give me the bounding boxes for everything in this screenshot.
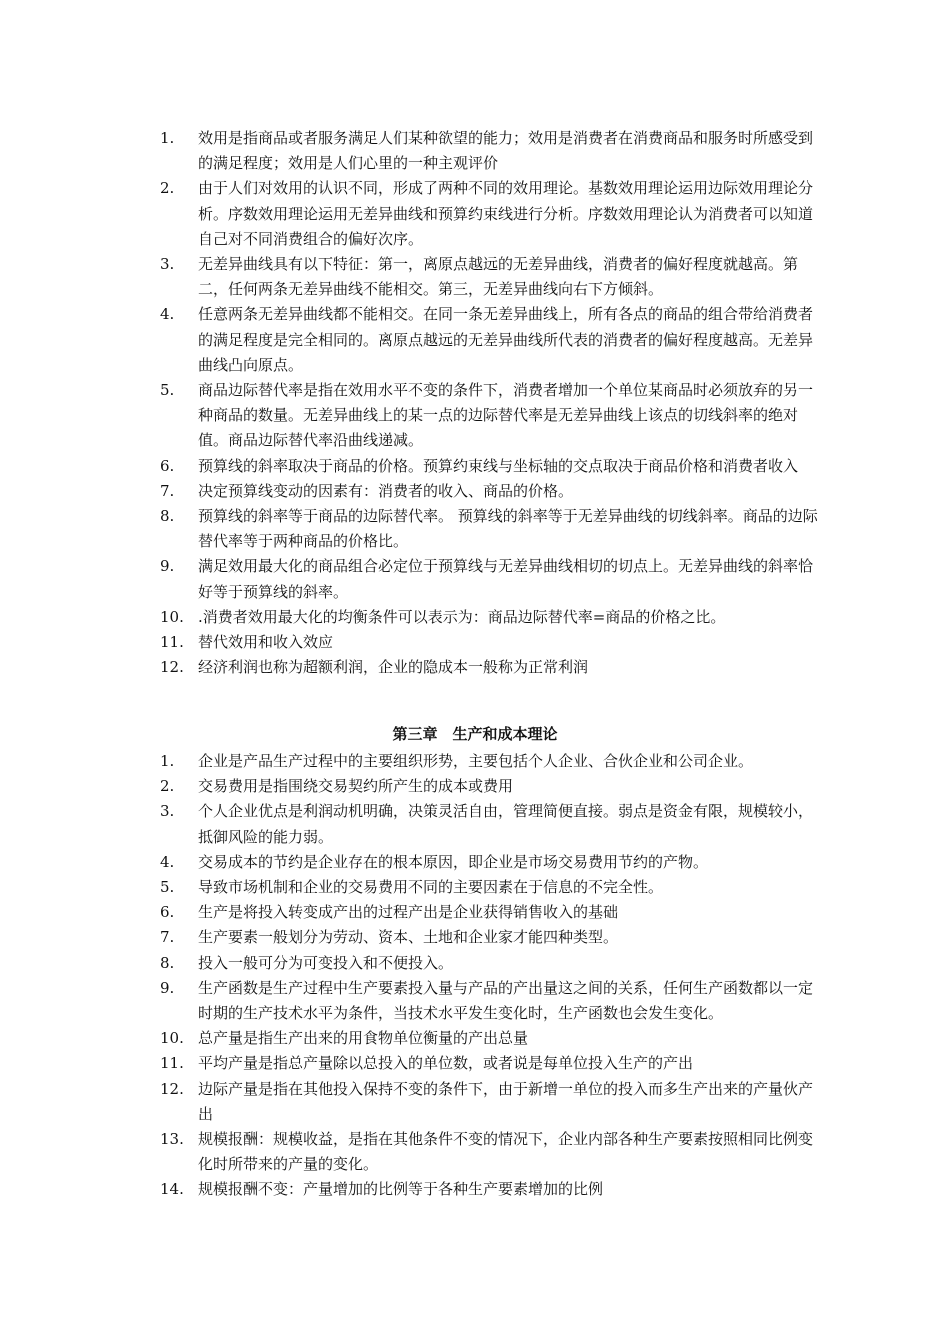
item-text: 生产是将投入转变成产出的过程产出是企业获得销售收入的基础 [198, 903, 619, 922]
item-text: 满足效用最大化的商品组合必定位于预算线与无差异曲线相切的切点上。无差异曲线的斜率恰好等于预算线的斜率。 [198, 557, 814, 601]
item-number: 10. [160, 607, 184, 626]
item-text: 无差异曲线具有以下特征：第一，离原点越远的无差异曲线，消费者的偏好程度就越高。第二，任何两条无差异曲线不能相交。第三，无差异曲线向右下方倾斜。 [198, 255, 799, 299]
item-text: 生产函数是生产过程中生产要素投入量与产品的产出量这之间的关系，任何生产函数都以一定时期的生产技术水平为条件，当技术水平发生变化时，生产函数也会发生变化。 [198, 978, 814, 1023]
list-item [0, 925, 820, 950]
item-number: 11. [160, 1054, 184, 1073]
list-item [0, 1127, 820, 1177]
item-text: 生产要素一般划分为劳动、资本、土地和企业家才能四种类型。 [198, 928, 619, 947]
item-number: 4. [160, 305, 175, 324]
list-item [0, 749, 820, 774]
list-item [0, 302, 820, 378]
list-item [0, 479, 820, 504]
list-item [0, 630, 820, 655]
chapter-heading: 第三章 生产和成本理论 [392, 725, 558, 743]
item-text: 总产量是指生产出来的用食物单位衡量的产出总量 [198, 1029, 529, 1048]
list-item [0, 774, 820, 799]
item-number: 11. [160, 633, 184, 652]
item-number: 12. [160, 1079, 184, 1098]
item-number: 3. [160, 802, 175, 821]
list-item [0, 605, 820, 630]
item-number: 8. [160, 953, 175, 972]
item-number: 14. [160, 1180, 184, 1199]
item-number: 1. [160, 752, 175, 770]
list-item [0, 799, 820, 849]
item-number: 12. [160, 658, 184, 677]
item-number: 8. [160, 507, 175, 526]
item-text: 替代效用和收入效应 [198, 633, 334, 652]
item-text: 预算线的斜率等于商品的边际替代率。 预算线的斜率等于无差异曲线的切线斜率。商品的边际替代率等于两种商品的价格比。 [198, 507, 818, 551]
list-item [0, 976, 820, 1026]
item-number: 6. [160, 903, 175, 922]
item-number: 5. [160, 878, 175, 897]
item-text: 交易成本的节约是企业存在的根本原因，即企业是市场交易费用节约的产物。 [198, 852, 709, 871]
list-item [0, 850, 820, 875]
list-item [0, 252, 820, 302]
list-item [0, 554, 820, 604]
item-text: 由于人们对效用的认识不同，形成了两种不同的效用理论。基数效用理论运用边际效用理论分析。序数效用理论运用无差异曲线和预算约束线进行分析。序数效用理论认为消费者可以知道自己对不同消费组合的偏好次序。 [198, 179, 814, 248]
list-item [0, 126, 820, 176]
list-item [0, 378, 820, 454]
item-text: 任意两条无差异曲线都不能相交。在同一条无差异曲线上，所有各点的商品的组合带给消费者的满足程度是完全相同的。离原点越远的无差异曲线所代表的消费者的偏好程度越高。无差异曲线凸向原点。 [198, 305, 814, 374]
item-text: 预算线的斜率取决于商品的价格。预算约束线与坐标轴的交点取决于商品价格和消费者收入 [198, 456, 799, 475]
list-item [0, 655, 820, 680]
list-item [0, 454, 820, 479]
item-number: 13. [160, 1130, 184, 1149]
list-item [0, 1077, 820, 1127]
item-number: 3. [160, 255, 175, 274]
item-number: 9. [160, 557, 175, 576]
item-number: 1. [160, 129, 175, 147]
item-number: 6. [160, 456, 175, 475]
item-number: 2. [160, 179, 175, 198]
item-text: 规模报酬不变：产量增加的比例等于各种生产要素增加的比例 [198, 1180, 604, 1199]
item-text: 规模报酬：规模收益，是指在其他条件不变的情况下，企业内部各种生产要素按照相同比例变化时所带来的产量的变化。 [198, 1130, 814, 1174]
item-text: 平均产量是指总产量除以总投入的单位数，或者说是每单位投入生产的产出 [198, 1054, 694, 1073]
item-text: 交易费用是指围绕交易契约所产生的成本或费用 [198, 777, 514, 796]
item-text: 导致市场机制和企业的交易费用不同的主要因素在于信息的不完全性。 [198, 878, 664, 897]
item-text: 决定预算线变动的因素有：消费者的收入、商品的价格。 [198, 481, 574, 500]
item-number: 5. [160, 381, 175, 400]
item-text: 经济利润也称为超额利润，企业的隐成本一般称为正常利润 [198, 658, 589, 677]
list-item [0, 1051, 820, 1076]
item-text: 投入一般可分为可变投入和不便投入。 [198, 953, 454, 972]
list-item [0, 176, 820, 252]
item-number: 7. [160, 928, 175, 947]
utility-theory-list [0, 126, 950, 680]
list-item [0, 900, 820, 925]
list-item [0, 1177, 820, 1202]
item-text: 个人企业优点是利润动机明确，决策灵活自由，管理简便直接。弱点是资金有限，规模较小，抵御风险的能力弱。 [198, 802, 814, 846]
item-text: 效用是指商品或者服务满足人们某种欲望的能力；效用是消费者在消费商品和服务时所感受到的满足程度；效用是人们心里的一种主观评价 [198, 129, 814, 173]
item-text: 边际产量是指在其他投入保持不变的条件下，由于新增一单位的投入而多生产出来的产量伙产出 [198, 1079, 814, 1123]
production-theory-list [0, 749, 950, 1203]
item-text: 企业是产品生产过程中的主要组织形势，主要包括个人企业、合伙企业和公司企业。 [198, 752, 754, 770]
list-item [0, 1026, 820, 1051]
item-number: 10. [160, 1029, 184, 1048]
item-number: 7. [160, 481, 175, 500]
item-text: .消费者效用最大化的均衡条件可以表示为：商品边际替代率=商品的价格之比。 [198, 607, 726, 626]
item-number: 9. [160, 978, 175, 997]
item-number: 4. [160, 852, 175, 871]
item-text: 商品边际替代率是指在效用水平不变的条件下，消费者增加一个单位某商品时必须放弃的另一种商品的数量。无差异曲线上的某一点的边际替代率是无差异曲线上该点的切线斜率的绝对值。商品边际替代率沿曲线递减。 [198, 381, 814, 450]
item-number: 2. [160, 777, 175, 796]
list-item [0, 951, 820, 976]
list-item [0, 875, 820, 900]
list-item [0, 504, 820, 554]
